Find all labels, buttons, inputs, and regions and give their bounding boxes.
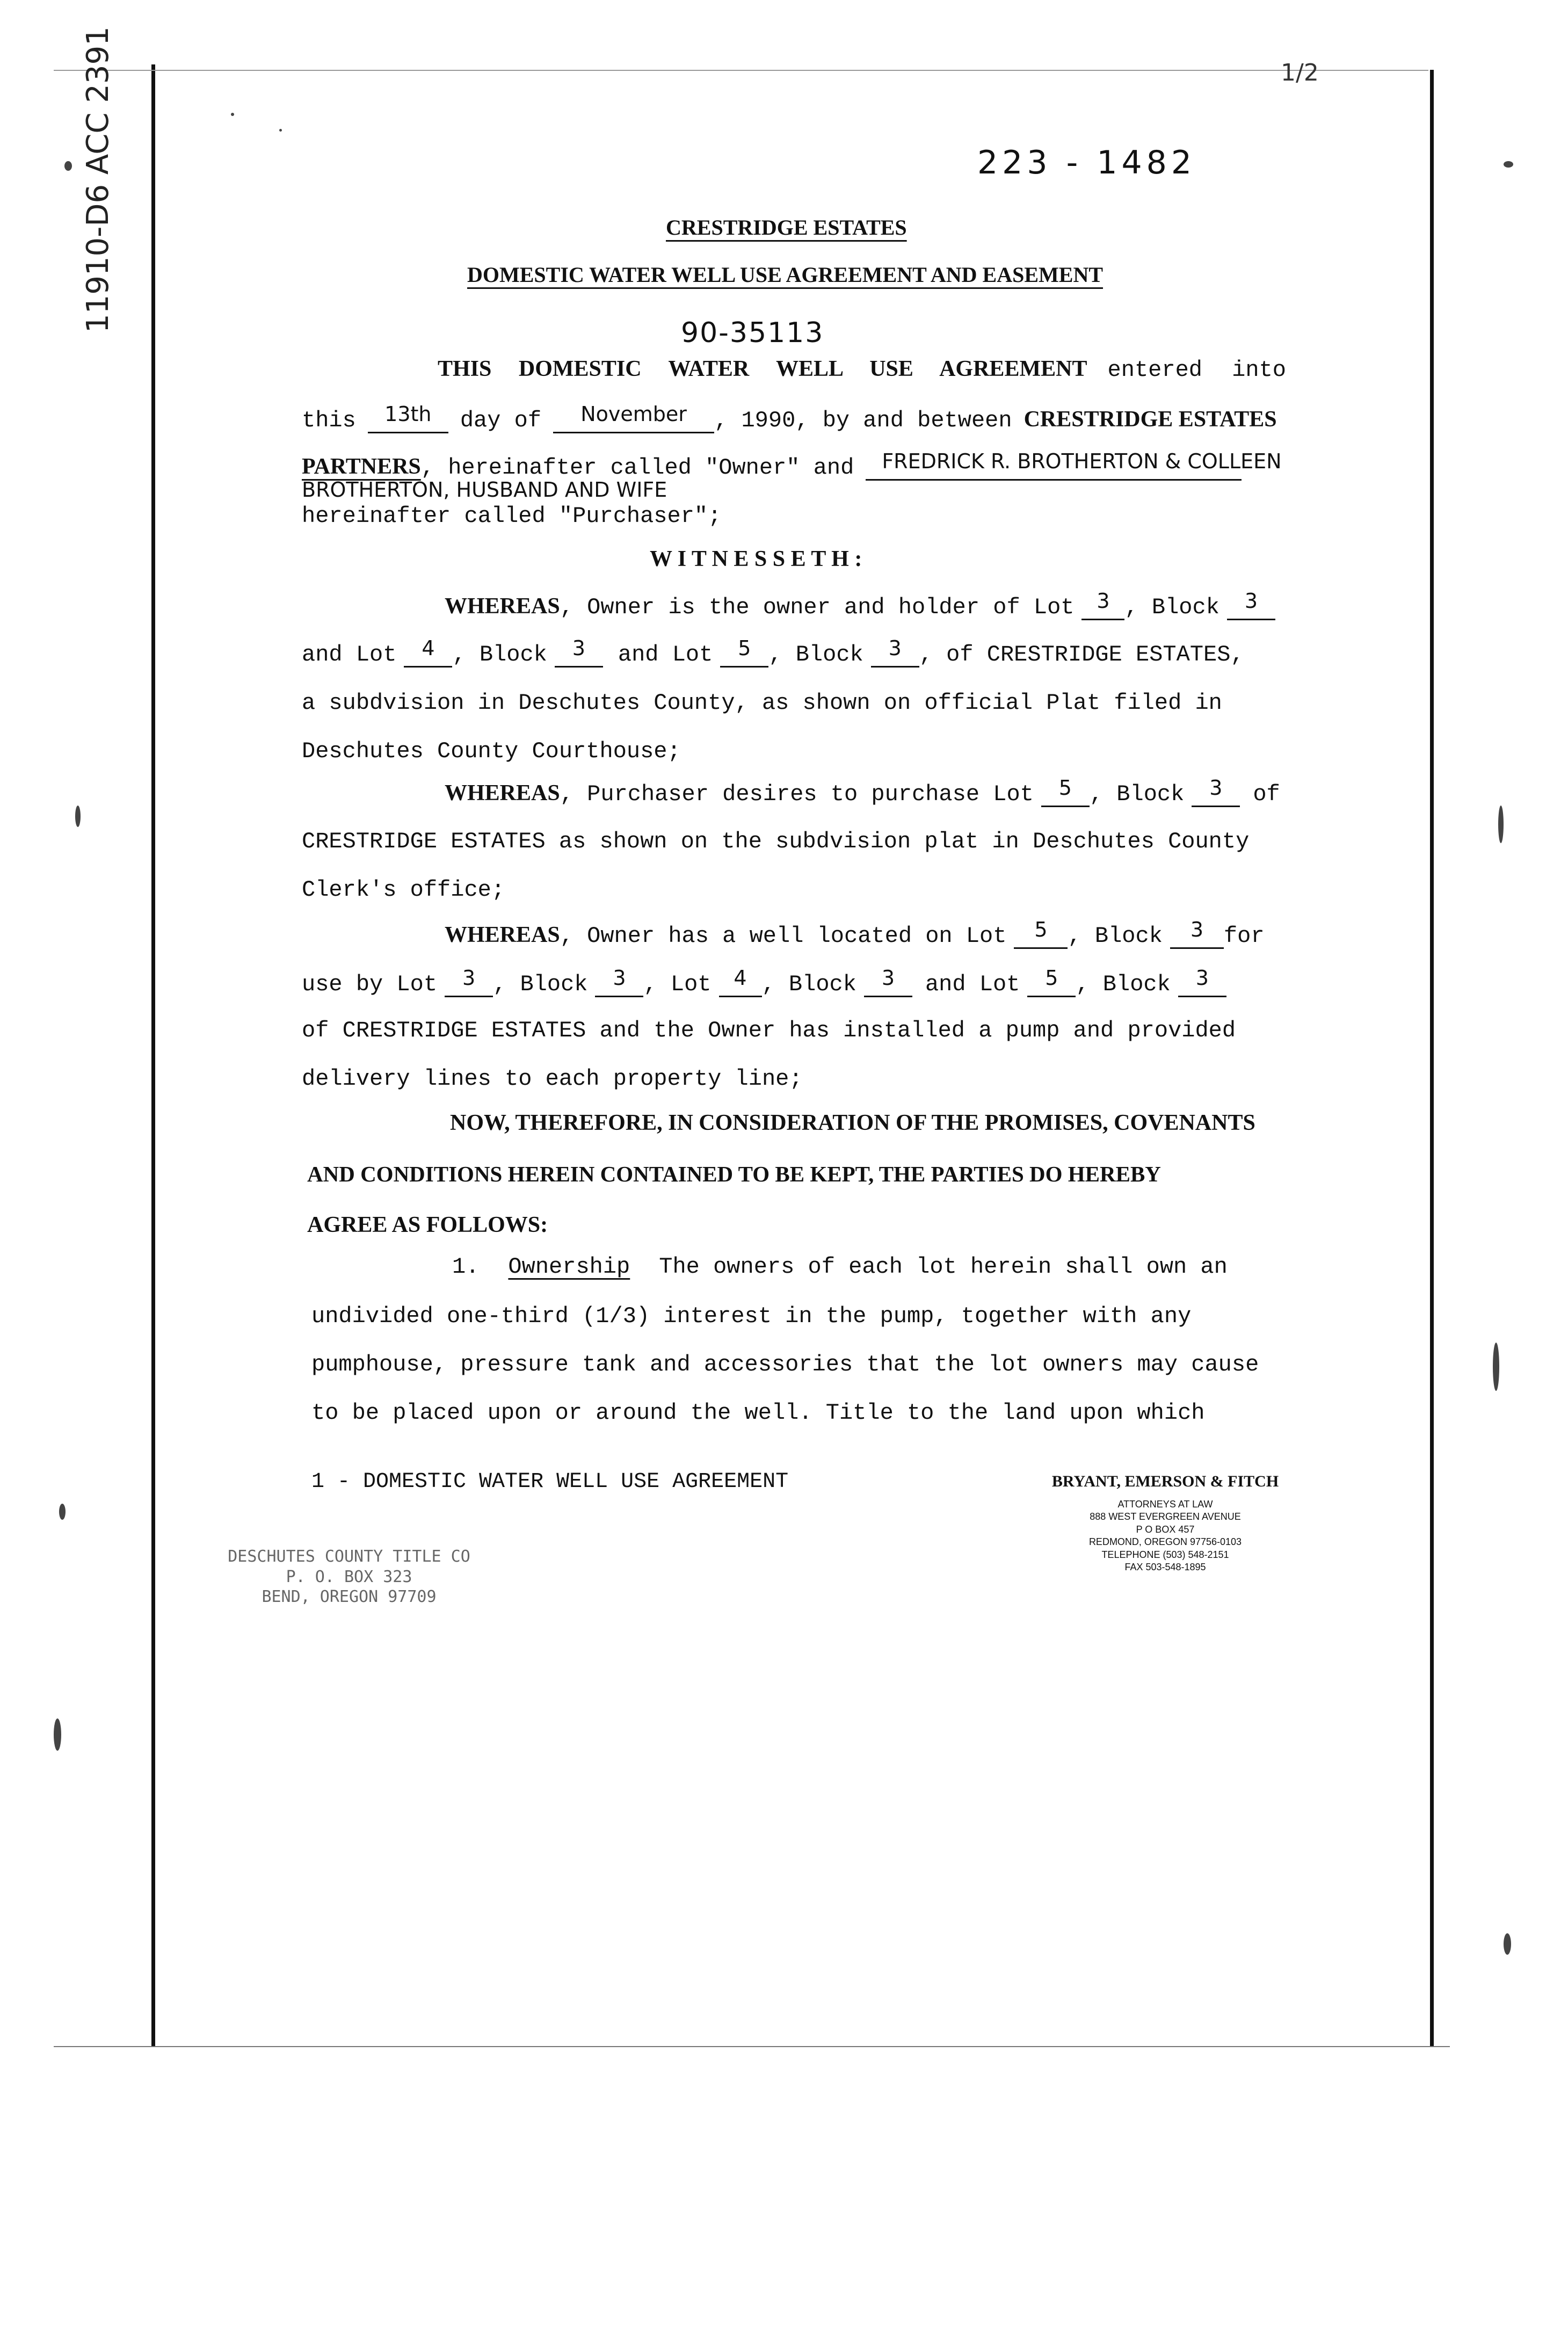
w3-lot-b-field bbox=[719, 966, 762, 997]
w2-lot: 5 bbox=[1058, 776, 1072, 800]
w1-lot-a: 3 bbox=[1097, 589, 1110, 613]
footer-firm-name: BRYANT, EMERSON & FITCH bbox=[1051, 1473, 1279, 1490]
purchaser-name-2: BROTHERTON, HUSBAND AND WIFE bbox=[302, 478, 667, 502]
w3-block-a: 3 bbox=[613, 966, 626, 990]
w1-lot-a-field bbox=[1081, 589, 1124, 620]
w3-block-a-field bbox=[595, 966, 643, 997]
w1-and-lot: and Lot bbox=[302, 642, 397, 668]
w3-lot-a-field bbox=[445, 966, 493, 997]
bottom-edge-line bbox=[54, 2046, 1450, 2047]
w1-block-a: 3 bbox=[1244, 589, 1258, 613]
w3-block-well: 3 bbox=[1190, 918, 1203, 941]
w1-block-c: 3 bbox=[888, 636, 902, 660]
recording-number: 223 - 1482 bbox=[977, 144, 1196, 182]
whereas-1-line-2 bbox=[302, 636, 1306, 668]
w1-block-word: , Block bbox=[1124, 594, 1219, 620]
whereas-1-line-1 bbox=[445, 589, 1304, 620]
w3-lot-word: , Lot bbox=[643, 971, 712, 997]
section-1-heading: Ownership bbox=[508, 1254, 630, 1280]
stamp-line-2: P. O. BOX 323 bbox=[286, 1567, 412, 1586]
intro-lead-rest: entered into bbox=[1107, 357, 1286, 383]
footer-firm-address bbox=[1036, 1498, 1294, 1573]
intro-year: , 1990, by and between bbox=[714, 408, 1012, 433]
whereas-1-line-4: Deschutes County Courthouse; bbox=[302, 738, 681, 764]
right-border-line bbox=[1430, 70, 1434, 2046]
whereas-3-line-1 bbox=[445, 918, 1304, 949]
whereas-2-line-1 bbox=[445, 776, 1304, 807]
whereas-1-line-3: a subdvision in Deschutes County, as shown on official Plat filed in bbox=[302, 690, 1222, 716]
w3-lot-c: 5 bbox=[1045, 966, 1058, 990]
firm-line-6: FAX 503-548-1895 bbox=[1124, 1561, 1206, 1572]
w3-use-by: use by Lot bbox=[302, 971, 438, 997]
purchaser-name-1: FREDRICK R. BROTHERTON & COLLEEN bbox=[882, 449, 1282, 473]
left-border-line bbox=[151, 64, 155, 2046]
w1-and-lot-2: and Lot bbox=[618, 642, 713, 668]
w1-block-c-field bbox=[871, 636, 919, 668]
w2-block: 3 bbox=[1209, 776, 1223, 800]
firm-line-2: 888 WEST EVERGREEN AVENUE bbox=[1090, 1511, 1241, 1522]
whereas-3-line-4: delivery lines to each property line; bbox=[302, 1066, 803, 1092]
section-1-line-3: pumphouse, pressure tank and accessories that the lot owners may cause bbox=[311, 1352, 1259, 1377]
w3-block-word-2: , Block bbox=[493, 971, 588, 997]
whereas-1-label: WHEREAS bbox=[445, 594, 560, 619]
w1-lot-c-field bbox=[720, 636, 768, 668]
w1-block-b-field bbox=[555, 636, 603, 668]
w3-block-c: 3 bbox=[1195, 966, 1209, 990]
title-company-stamp bbox=[220, 1547, 478, 1607]
month-value: November bbox=[580, 402, 687, 426]
firm-line-1: ATTORNEYS AT LAW bbox=[1117, 1499, 1213, 1510]
section-1-line-4: to be placed upon or around the well. Title to the land upon which bbox=[311, 1400, 1205, 1426]
document-subtitle: DOMESTIC WATER WELL USE AGREEMENT AND EASEMENT bbox=[467, 263, 1104, 287]
now-therefore-line-3: AGREE AS FOLLOWS: bbox=[307, 1213, 548, 1237]
w1-lot-b: 4 bbox=[422, 636, 435, 660]
intro-day-of: day of bbox=[460, 408, 542, 433]
whereas-3-line-2 bbox=[302, 966, 1306, 997]
w3-lot-well: 5 bbox=[1034, 918, 1048, 941]
purchaser-field bbox=[866, 449, 1282, 481]
w2-block-field bbox=[1192, 776, 1240, 807]
w1-lot-c: 5 bbox=[738, 636, 751, 660]
w3-block-well-field bbox=[1170, 918, 1224, 949]
owner-name: CRESTRIDGE ESTATES bbox=[1023, 407, 1277, 432]
whereas-2-text: , Purchaser desires to purchase Lot bbox=[560, 781, 1034, 807]
stamp-line-3: BEND, OREGON 97709 bbox=[262, 1587, 437, 1606]
whereas-1-text: , Owner is the owner and holder of Lot bbox=[560, 594, 1075, 620]
w2-block-word: , Block bbox=[1089, 781, 1185, 807]
now-therefore-line-2: AND CONDITIONS HEREIN CONTAINED TO BE KEPT, THE PARTIES DO HEREBY bbox=[307, 1162, 1161, 1186]
day-value: 13th bbox=[384, 402, 432, 426]
whereas-2-label: WHEREAS bbox=[445, 781, 560, 806]
hereinafter-purchaser: hereinafter called "Purchaser"; bbox=[302, 503, 722, 529]
stamp-line-1: DESCHUTES COUNTY TITLE CO bbox=[228, 1547, 470, 1566]
margin-handwritten-note: 11910-D6 ACC 2391 bbox=[81, 26, 115, 333]
w3-block-word: , Block bbox=[1068, 923, 1163, 949]
w3-block-word-3: , Block bbox=[761, 971, 856, 997]
whereas-2-line-2: CRESTRIDGE ESTATES as shown on the subdvision plat in Deschutes County bbox=[302, 829, 1250, 854]
w1-block-word-3: , Block bbox=[768, 642, 863, 668]
section-1-line-2: undivided one-third (1/3) interest in the pump, together with any bbox=[311, 1303, 1192, 1329]
month-field bbox=[553, 402, 714, 433]
w3-block-word-4: , Block bbox=[1076, 971, 1171, 997]
section-1-line-1-rest: The owners of each lot herein shall own an bbox=[659, 1254, 1228, 1280]
section-1-line-1 bbox=[452, 1256, 1301, 1278]
w2-of: of bbox=[1253, 781, 1280, 807]
w3-lot-b: 4 bbox=[734, 966, 747, 990]
w3-and-lot: and Lot bbox=[925, 971, 1020, 997]
w3-block-b: 3 bbox=[881, 966, 895, 990]
whereas-3-text: , Owner has a well located on Lot bbox=[560, 923, 1007, 949]
whereas-3-line-3: of CRESTRIDGE ESTATES and the Owner has installed a pump and provided bbox=[302, 1018, 1236, 1043]
w3-lot-a: 3 bbox=[462, 966, 476, 990]
w1-lot-b-field bbox=[404, 636, 452, 668]
w1-block-word-2: , Block bbox=[452, 642, 547, 668]
firm-line-4: REDMOND, OREGON 97756-0103 bbox=[1088, 1536, 1242, 1548]
document-title: CRESTRIDGE ESTATES bbox=[666, 215, 907, 240]
whereas-3-label: WHEREAS bbox=[445, 923, 560, 947]
footer-page-label: 1 - DOMESTIC WATER WELL USE AGREEMENT bbox=[311, 1470, 789, 1494]
intro-this: this bbox=[302, 408, 356, 433]
witnesseth-heading: W I T N E S S E T H : bbox=[650, 547, 862, 571]
w3-for: for bbox=[1223, 923, 1265, 949]
hereinafter-owner: , hereinafter called "Owner" and bbox=[420, 455, 854, 481]
whereas-2-line-3: Clerk's office; bbox=[302, 877, 505, 903]
section-1-number: 1. bbox=[452, 1254, 480, 1280]
document-number: 90-35113 bbox=[681, 317, 824, 349]
partners-word: PARTNERS bbox=[302, 454, 421, 479]
firm-line-3: P O BOX 457 bbox=[1136, 1524, 1195, 1535]
firm-line-5: TELEPHONE (503) 548-2151 bbox=[1101, 1549, 1229, 1560]
intro-line-2 bbox=[302, 402, 1306, 433]
day-field bbox=[368, 402, 448, 433]
w2-lot-field bbox=[1041, 776, 1090, 807]
w1-line-2-end: , of CRESTRIDGE ESTATES, bbox=[919, 642, 1244, 668]
top-edge-line bbox=[54, 70, 1428, 71]
w3-lot-c-field bbox=[1027, 966, 1076, 997]
corner-page-mark: 1/2 bbox=[1281, 59, 1319, 86]
intro-line-3 bbox=[302, 449, 1306, 481]
w3-lot-well-field bbox=[1014, 918, 1068, 949]
w3-block-b-field bbox=[864, 966, 912, 997]
intro-line-1 bbox=[438, 358, 1286, 381]
w1-block-b: 3 bbox=[572, 636, 585, 660]
intro-lead: THIS DOMESTIC WATER WELL USE AGREEMENT bbox=[438, 357, 1087, 381]
w1-block-a-field bbox=[1227, 589, 1275, 620]
now-therefore-line-1: NOW, THEREFORE, IN CONSIDERATION OF THE PROMISES, COVENANTS bbox=[450, 1111, 1255, 1135]
w3-block-c-field bbox=[1178, 966, 1226, 997]
